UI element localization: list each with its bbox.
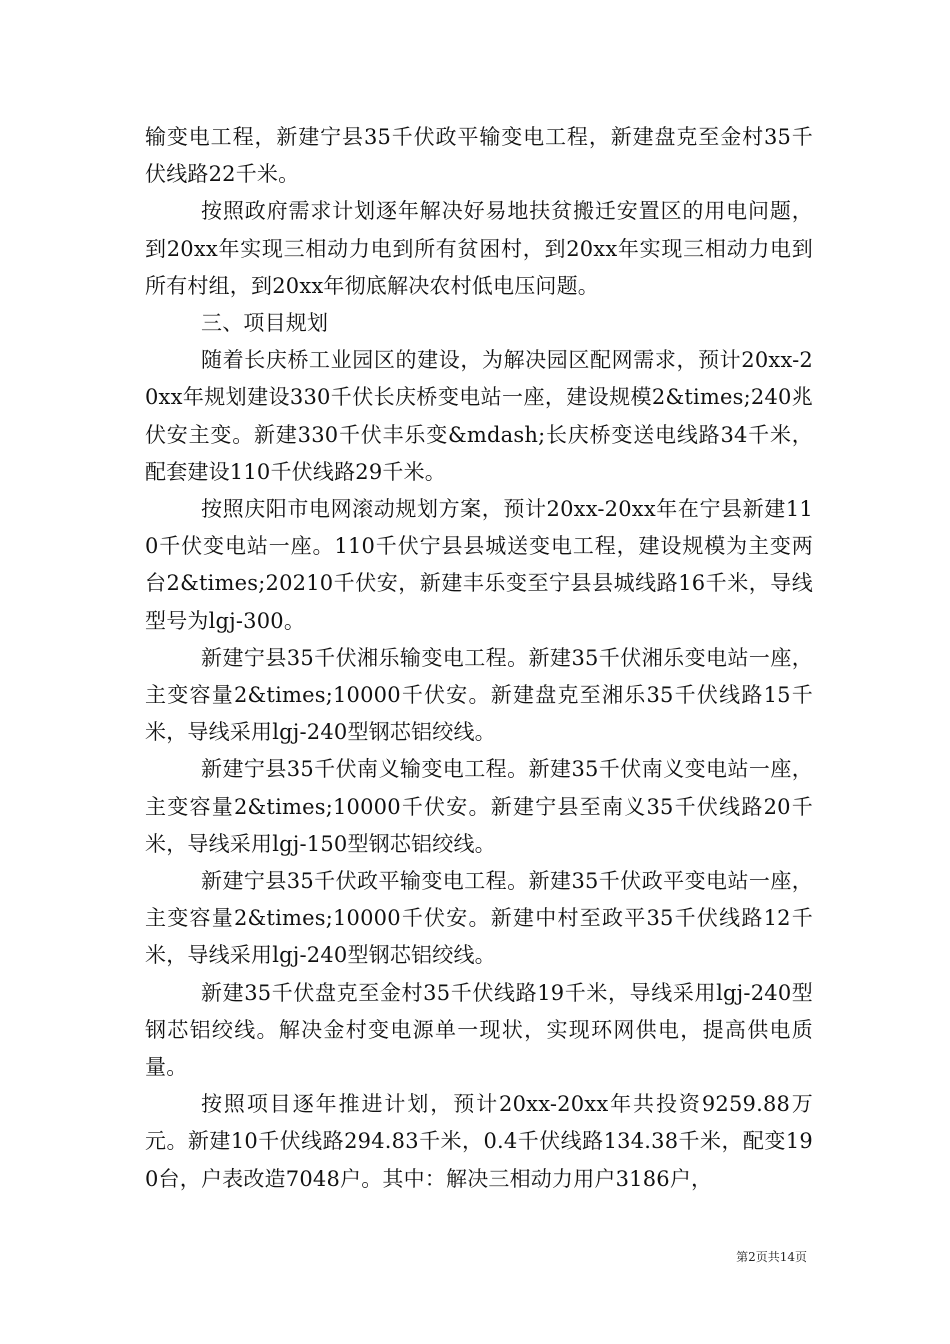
document-body [145,119,813,1198]
paragraph-3: 随着长庆桥工业园区的建设，为解决园区配网需求，预计20xx-20xx年规划建设330千伏长庆桥变电站一座，建设规模2&times;240兆伏安主变。新建330千伏丰乐变&mdash;长庆桥变送电线路34千米，配套建设110千伏线路29千米。 [145,348,813,484]
paragraph-9: 按照项目逐年推进计划，预计20xx-20xx年共投资9259.88万元。新建10千伏线路294.83千米，0.4千伏线路134.38千米，配变190台，户表改造7048户。其中：解决三相动力用户3186户， [145,1092,813,1191]
paragraph-1: 输变电工程，新建宁县35千伏政平输变电工程，新建盘克至金村35千伏线路22千米。 [145,125,813,187]
paragraph-2: 按照政府需求计划逐年解决好易地扶贫搬迁安置区的用电问题，到20xx年实现三相动力电到所有贫困村，到20xx年实现三相动力电到所有村组，到20xx年彻底解决农村低电压问题。 [145,199,813,298]
paragraph-7: 新建宁县35千伏政平输变电工程。新建35千伏政平变电站一座，主变容量2&times;10000千伏安。新建中村至政平35千伏线路12千米，导线采用lgj-240型钢芯铝绞线。 [145,869,813,968]
paragraph-8: 新建35千伏盘克至金村35千伏线路19千米，导线采用lgj-240型钢芯铝绞线。解决金村变电源单一现状，实现环网供电，提高供电质量。 [145,980,813,1080]
page-number: 第2页共14页 [736,1250,807,1264]
section-heading: 三、项目规划 [201,311,329,336]
paragraph-4: 按照庆阳市电网滚动规划方案，预计20xx-20xx年在宁县新建110千伏变电站一座。110千伏宁县县城送变电工程，建设规模为主变两台2&times;20210千伏安，新建丰乐变至宁县县城线路16千米，导线型号为lgj-300。 [145,497,813,633]
paragraph-5: 新建宁县35千伏湘乐输变电工程。新建35千伏湘乐变电站一座，主变容量2&times;10000千伏安。新建盘克至湘乐35千伏线路15千米，导线采用lgj-240型钢芯铝绞线。 [145,645,813,745]
paragraph-6: 新建宁县35千伏南义输变电工程。新建35千伏南义变电站一座，主变容量2&times;10000千伏安。新建宁县至南义35千伏线路20千米，导线采用lgj-150型钢芯铝绞线。 [145,757,813,856]
